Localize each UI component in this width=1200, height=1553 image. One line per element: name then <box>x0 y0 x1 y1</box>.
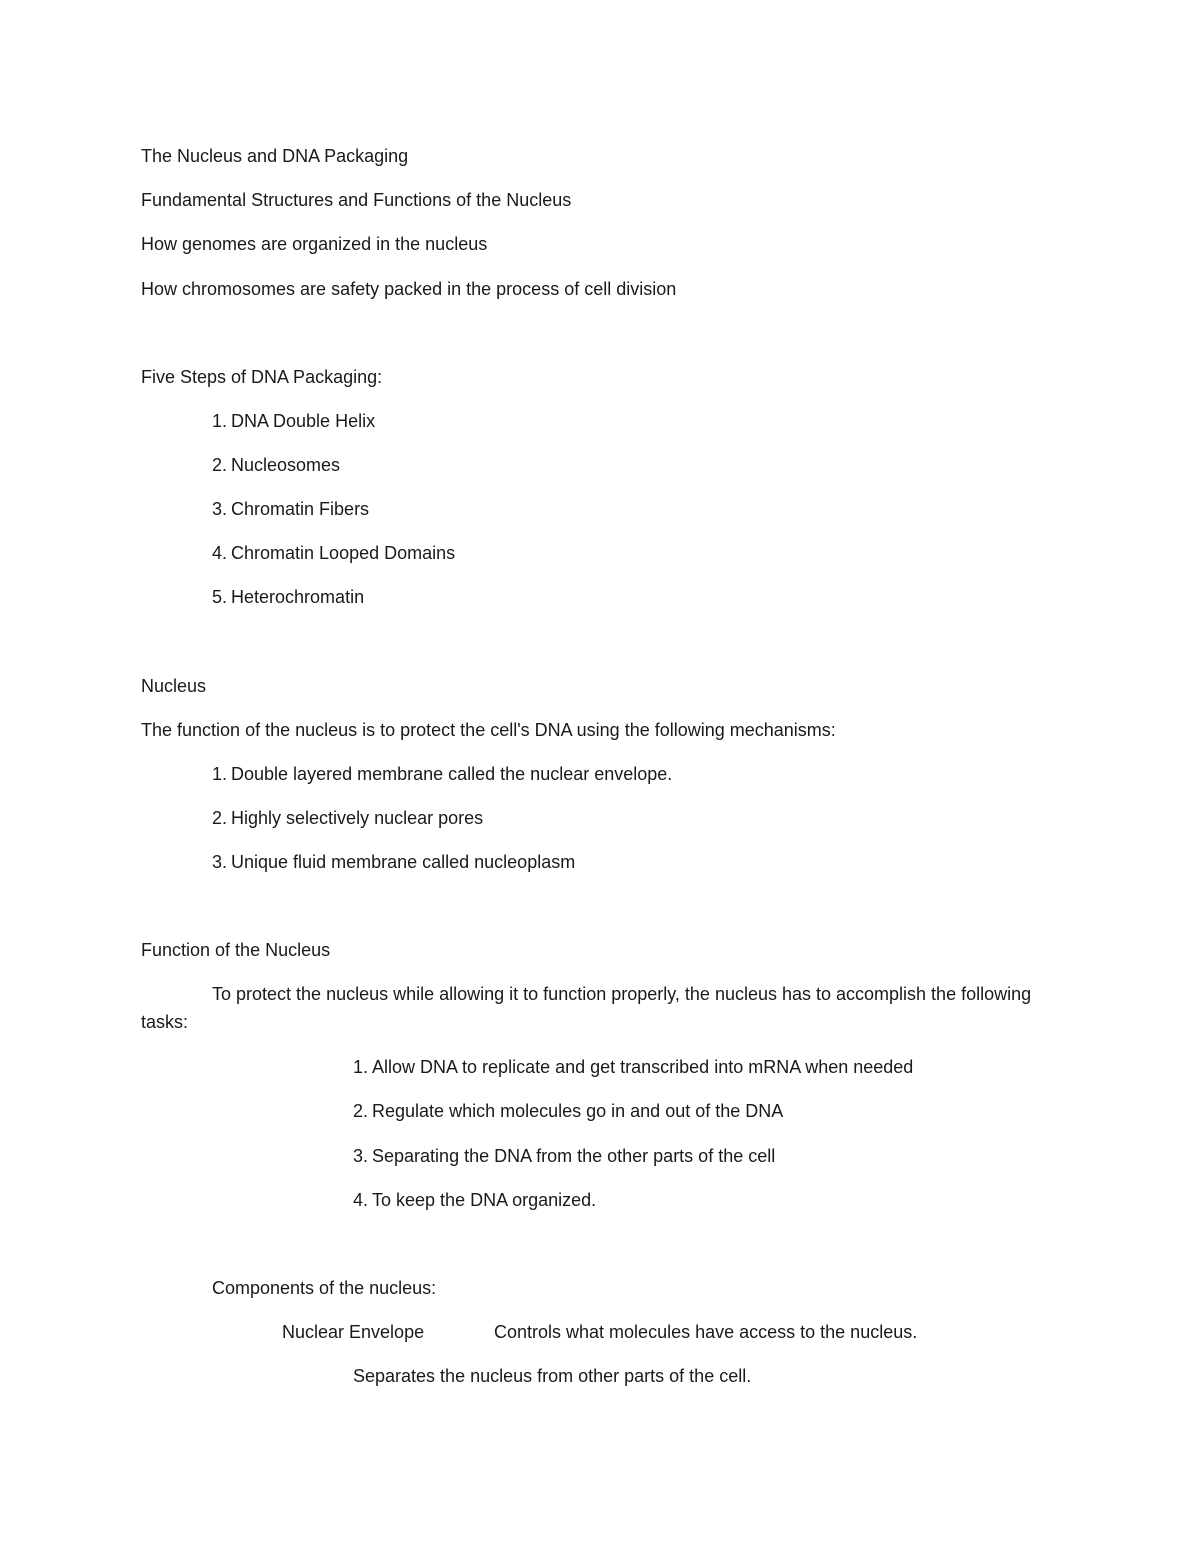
list-number: 2. <box>353 1101 369 1121</box>
list-item <box>212 410 375 432</box>
list-item <box>212 851 575 873</box>
list-text: DNA Double Helix <box>231 411 376 431</box>
list-number: 1. <box>212 764 228 784</box>
list-number: 3. <box>212 499 228 519</box>
list-item <box>353 1100 783 1122</box>
nucleus-description: The function of the nucleus is to protect the cell's DNA using the following mechanisms: <box>141 720 836 740</box>
list-item <box>212 807 483 829</box>
list-text: Heterochromatin <box>231 587 365 607</box>
list-number: 2. <box>212 455 228 475</box>
components-heading: Components of the nucleus: <box>212 1278 437 1298</box>
list-text: Separating the DNA from the other parts of the cell <box>372 1146 776 1166</box>
list-item <box>353 1056 913 1078</box>
list-item <box>212 498 369 520</box>
list-text: Allow DNA to replicate and get transcribed into mRNA when needed <box>372 1057 914 1077</box>
list-number: 3. <box>353 1146 369 1166</box>
list-number: 1. <box>353 1057 369 1077</box>
list-item <box>212 763 672 785</box>
component-definition: Separates the nucleus from other parts of the cell. <box>353 1366 752 1386</box>
list-text: Double layered membrane called the nuclear envelope. <box>231 764 673 784</box>
intro-line: Fundamental Structures and Functions of the Nucleus <box>141 190 572 210</box>
list-number: 3. <box>212 852 228 872</box>
list-text: Unique fluid membrane called nucleoplasm <box>231 852 576 872</box>
component-term: Nuclear Envelope <box>282 1322 425 1342</box>
document-title: The Nucleus and DNA Packaging <box>141 146 409 166</box>
list-text: Chromatin Fibers <box>231 499 370 519</box>
function-paragraph: To protect the nucleus while allowing it to function properly, the nucleus has to accomplish the following tasks: <box>141 984 1032 1032</box>
list-text: Chromatin Looped Domains <box>231 543 456 563</box>
list-number: 4. <box>212 543 228 563</box>
function-heading: Function of the Nucleus <box>141 940 331 960</box>
list-item <box>212 586 364 608</box>
list-number: 4. <box>353 1190 369 1210</box>
list-text: Regulate which molecules go in and out of the DNA <box>372 1101 784 1121</box>
list-number: 2. <box>212 808 228 828</box>
list-text: To keep the DNA organized. <box>372 1190 597 1210</box>
list-item <box>353 1189 596 1211</box>
list-text: Highly selectively nuclear pores <box>231 808 484 828</box>
list-number: 1. <box>212 411 228 431</box>
list-number: 5. <box>212 587 228 607</box>
intro-line: How chromosomes are safety packed in the process of cell division <box>141 279 677 299</box>
list-text: Nucleosomes <box>231 455 341 475</box>
list-item <box>212 454 340 476</box>
component-definition: Controls what molecules have access to the nucleus. <box>494 1322 918 1342</box>
nucleus-heading: Nucleus <box>141 676 207 696</box>
intro-line: How genomes are organized in the nucleus <box>141 234 488 254</box>
list-item <box>212 542 455 564</box>
list-item <box>353 1145 775 1167</box>
steps-heading: Five Steps of DNA Packaging: <box>141 367 383 387</box>
